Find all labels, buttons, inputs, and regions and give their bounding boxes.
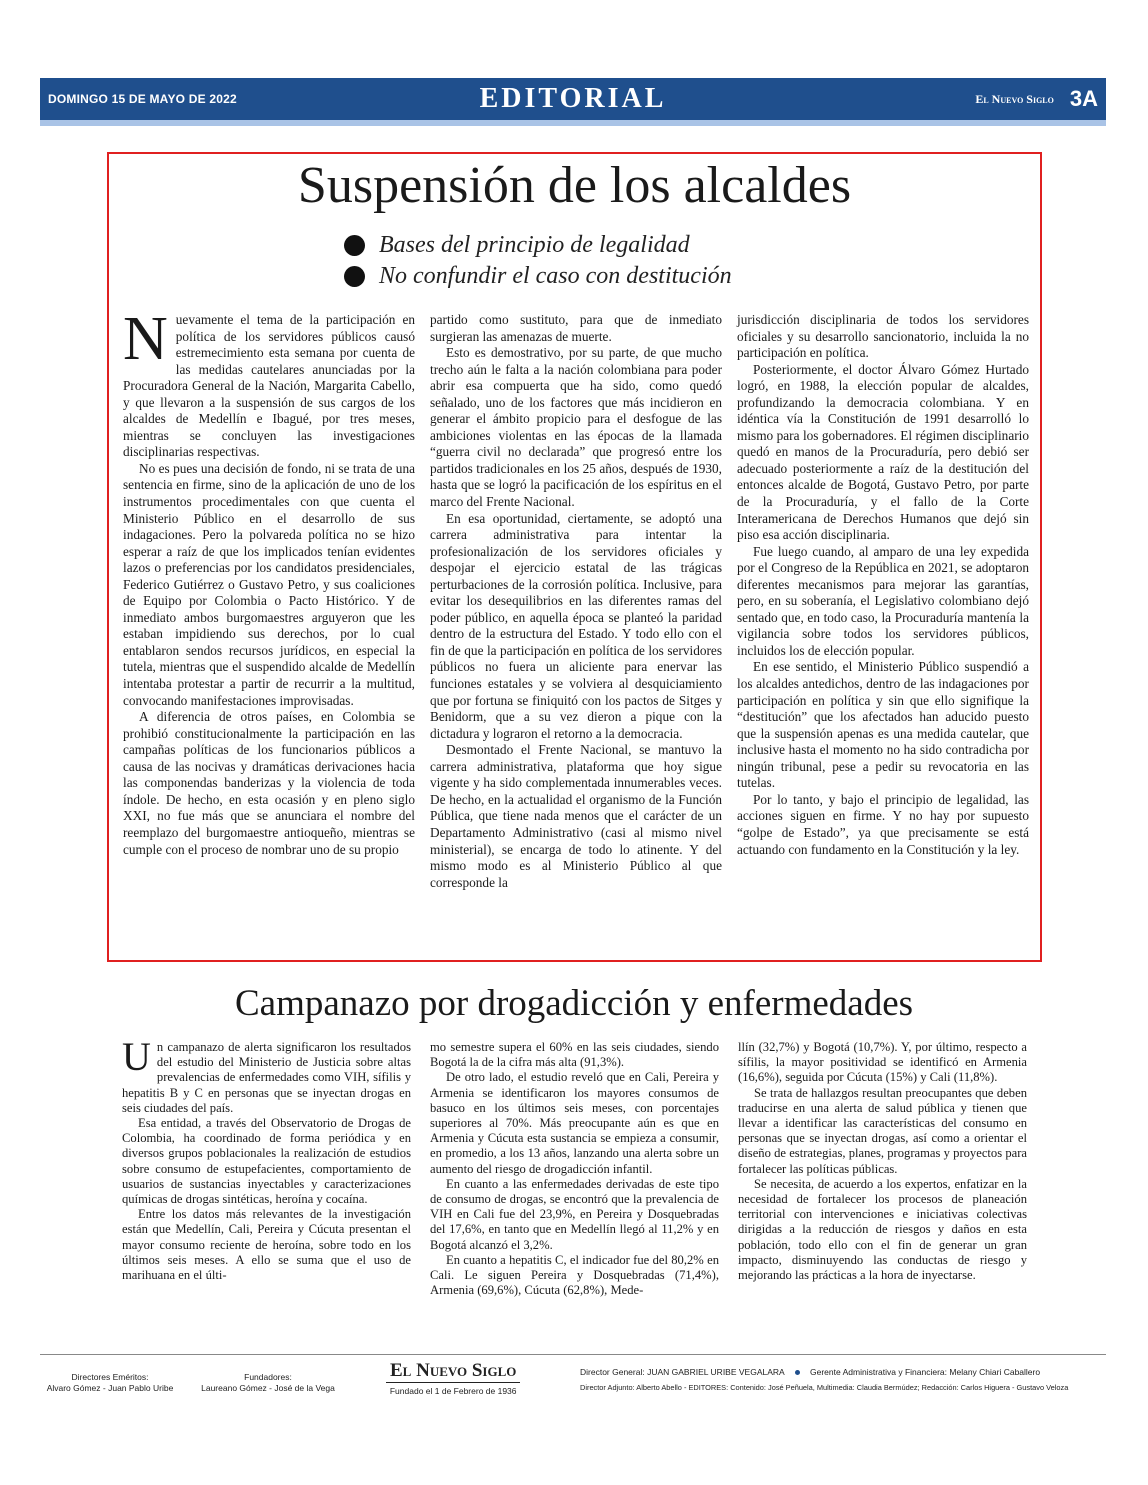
paragraph: No es pues una decisión de fondo, ni se trata de una sentencia en firme, sino de la aplicación de uno de los instrumentos procedimentales con que cuenta el Ministerio Público en el desarrollo de sus indagaciones. Pero la polvareda política no se hizo esperar a raíz de que los implicados tenían evidentes lazos o preferencias por los candidatos presidenciales, Federico Gutiérrez o Gustavo Petro, y sus coaliciones de Equipo por Colombia o Pacto Histórico. Y de inmediato ambos burgomaestres arguyeron que les estaban impidiendo sus derechos, por lo cual entablaron sendos recursos jurídicos, en especial la tutela, mientras que el suspendido alcalde de Medellín intentaba protestar a partir de recurrir a la multitud, convocando manifestaciones improvisadas. bbox=[123, 460, 415, 708]
founded-date: Fundado el 1 de Febrero de 1936 bbox=[389, 1386, 517, 1396]
separator-dot-icon bbox=[795, 1370, 800, 1375]
founders bbox=[198, 1372, 338, 1394]
paragraph: llín (32,7%) y Bogotá (10,7%). Y, por último, respecto a sífilis, la mayor positividad se identificó en Armenia (16,6%), seguida por Cúcuta (15%) y Cali (11,8%). bbox=[738, 1040, 1027, 1085]
paragraph-text: n campanazo de alerta significaron los resultados del estudio del Ministerio de Justicia sobre altas prevalencias de enfermedades como VIH, sífilis y hepatitis B y C en personas que se inyectan drogas en seis ciudades del país. bbox=[122, 1040, 411, 1115]
paragraph: Esto es demostrativo, por su parte, de que mucho trecho aún le falta a la nación colombiana para poder abrir esa compuerta que ha sido, como quedó señalado, uno de los factores que más incidieron en generar el ámbito propicio para el desfogue de las ambiciones violentas en las épocas de la llamada “guerra civil no declarada” que progresó entre los partidos tradicionales en los 25 años, después de 1930, hasta que se logró la pacificación de los espíritus en el marco del Frente Nacional. bbox=[430, 345, 722, 510]
staff-line: Director Adjunto: Alberto Abello - EDITORES: Contenido: José Peñuela, Multimedia: Claudia Bermúdez; Redacción: Carlos Higuera - Gustavo Veloza bbox=[580, 1383, 1069, 1392]
second-column-2 bbox=[430, 1040, 719, 1340]
manager-label: Gerente Administrativa y Financiera: bbox=[810, 1367, 948, 1377]
paragraph bbox=[123, 305, 415, 461]
paragraph: mo semestre supera el 60% en las seis ciudades, siendo Bogotá la de la cifra más alta (91,3%). bbox=[430, 1040, 719, 1070]
staff-credits bbox=[580, 1364, 1068, 1396]
footer-logo: El Nuevo Siglo bbox=[386, 1360, 520, 1383]
paragraph: Se trata de hallazgos resultan preocupantes que deben traducirse en una alerta de salud pública y tienen que llevar a identificar las características del consumo en personas que se inyectan drogas, así como a orientar el diseño de estrategias, planes, programas y proyectos para fortalecer las políticas públicas. bbox=[738, 1085, 1027, 1176]
emeritus-directors bbox=[40, 1372, 180, 1394]
paragraph: Desmontado el Frente Nacional, se mantuvo la carrera administrativa, plataforma que hoy sigue vigente y ha sido complementada innumerables veces. De hecho, en la actualidad el organismo de la Función Pública, que tiene nada menos que el carácter de un Departamento Administrativo (casi al mismo nivel ministerial), se encarga de todo lo atinente. Y del mismo modo es al Ministerio Público al que corresponde la bbox=[430, 742, 722, 890]
second-article-title: Campanazo por drogadicción y enfermedades bbox=[234, 983, 914, 1024]
drop-cap: N bbox=[123, 305, 168, 373]
paragraph: Fue luego cuando, al amparo de una ley expedida por el Congreso de la República en 2021, se adoptaron diferentes mecanismos para mejorar las garantías, pero, en su soberanía, el Legislativo colombiano dejó sentado que, en todo caso, la Procuraduría mantenía la vigilancia sobre todos los servidores públicos, incluidos los de elección popular. bbox=[737, 543, 1029, 658]
page-number: 3A bbox=[1069, 86, 1098, 111]
director-label: Director General: bbox=[580, 1367, 645, 1377]
bullet-icon bbox=[344, 266, 365, 287]
section-title: EDITORIAL bbox=[479, 83, 667, 114]
second-article-columns bbox=[122, 1034, 1028, 1340]
subhead bbox=[344, 230, 732, 261]
paragraph: De otro lado, el estudio reveló que en Cali, Pereira y Armenia se identificaron los mayores consumos de basuco en los últimos seis meses, con porcentajes superiores al 70%. Más preocupante aún es que en Armenia y Cúcuta esta sustancia se empieza a consumir, en promedio, a los 13 años, lanzando una alerta sobre un aumento del riesgo de drogadicción infantil. bbox=[430, 1070, 719, 1176]
emeritus-names: Alvaro Gómez - Juan Pablo Uribe bbox=[46, 1383, 174, 1393]
editorial-article bbox=[107, 152, 1042, 962]
manager-name: Melany Chiari Caballero bbox=[949, 1367, 1041, 1377]
director-name: JUAN GABRIEL URIBE VEGALARA bbox=[647, 1367, 785, 1377]
paragraph: En esa oportunidad, ciertamente, se adoptó una carrera administrativa para intentar la profesionalización de los servidores oficiales y despojar el ejercicio estatal de las trágicas perturbaciones de la corrosión política. Inclusive, para evitar los desequilibrios en las diferentes ramas del poder público, en aquella época se planteó la paridad dentro de la estructura del Estado. Y todo ello con el fin de que la participación en política de los servidores públicos no fuera un aliciente para enervar las funciones estatales y se volviera al desquiciamiento que por fortuna se finiquitó con los pactos de Sitges y Benidorm, que a su vez dieron a pique con la dictadura y lograron el retorno a la democracia. bbox=[430, 510, 722, 741]
founders-names: Laureano Gómez - José de la Vega bbox=[201, 1383, 335, 1393]
footer-logo-block bbox=[386, 1360, 520, 1396]
paragraph: En cuanto a hepatitis C, el indicador fue del 80,2% en Cali. Le siguen Pereira y Dosquebradas (71,4%), Armenia (69,6%), Cúcuta (62,8%), Mede- bbox=[430, 1252, 719, 1298]
second-column-1 bbox=[122, 1034, 411, 1340]
paragraph: partido como sustituto, para que de inmediato surgieran las amenazas de muerte. bbox=[430, 312, 722, 344]
paragraph: jurisdicción disciplinaria de todos los servidores oficiales y su desarrollo sancionatorio, incluida la no participación en política. bbox=[737, 312, 1029, 361]
paragraph: En ese sentido, el Ministerio Público suspendió a los alcaldes antedichos, dentro de las indagaciones por participación en política y sin que ello signifique la “destitución” que los afectados han aducido puesto que la suspensión apenas es una medida cautelar, que inclusive hasta el momento no ha sido contradicha por ningún tribunal, pese a pedir su revocatoria en las tutelas. bbox=[737, 659, 1029, 791]
paragraph: A diferencia de otros países, en Colombia se prohibió constitucionalmente la participación en las campañas políticas de los funcionarios públicos a causa de las nocivas y dramáticas derivaciones hacia las componendas banderizas y la violencia de toda índole. De hecho, en esta ocasión y en pleno siglo XXI, no fue más que se anunciara el nombre del reemplazo del burgomaestre antioqueño, mientras se cumple con el proceso de nombrar uno de su propio bbox=[123, 709, 415, 857]
emeritus-label: Directores Eméritos: bbox=[71, 1372, 149, 1382]
drop-cap: U bbox=[122, 1034, 151, 1079]
section-masthead bbox=[40, 78, 1106, 126]
editorial-column-3 bbox=[737, 312, 1029, 952]
editorial-columns bbox=[123, 305, 1029, 952]
footer-divider bbox=[40, 1354, 1106, 1355]
second-column-3 bbox=[738, 1040, 1027, 1340]
paragraph-text: uevamente el tema de la participación en política de los servidores públicos causó estremecimiento esta semana por cuenta de las medidas cautelares anunciadas por la Procuradora General de la Nación, Margarita Cabello, y que llevaron a la suspensión de sus cargos de los alcaldes de Medellín e Ibagué, por tres meses, mientras se concluyen las investigaciones disciplinarias respectivas. bbox=[123, 312, 415, 460]
paragraph: Entre los datos más relevantes de la investigación están que Medellín, Cali, Pereira y Cúcuta presentan el mayor consumo reciente de heroína, sobre todo en los últimos seis meses. A ello se suma que el uso de marihuana en el últi- bbox=[122, 1207, 411, 1283]
editorial-column-1 bbox=[123, 305, 415, 952]
subhead-text: No confundir el caso con destitución bbox=[379, 263, 732, 289]
founders-label: Fundadores: bbox=[244, 1372, 292, 1382]
paragraph: Esa entidad, a través del Observatorio de Drogas de Colombia, ha coordinado de forma periódica y en diversos grupos poblacionales la realización de estudios sobre consumo de estupefacientes, comportamiento de usuarios de sustancias inyectables y caracterizaciones químicas de drogas sintéticas, heroína y cocaína. bbox=[122, 1116, 411, 1207]
paragraph: En cuanto a las enfermedades derivadas de este tipo de consumo de drogas, se encontró que la prevalencia de VIH en Cali fue del 23,9%, en Pereira y Dosquebradas del 17,6%, en tanto que en Medellín llegó al 11,2% y en Bogotá alcanzó el 3,2%. bbox=[430, 1176, 719, 1252]
editorial-title: Suspensión de los alcaldes bbox=[297, 157, 852, 214]
paragraph: Por lo tanto, y bajo el principio de legalidad, las acciones siguen en firme. Y no hay por supuesto “golpe de Estado”, ya que precisamente se está actuando con fundamento en la Constitución y la ley. bbox=[737, 791, 1029, 857]
issue-date: DOMINGO 15 DE MAYO DE 2022 bbox=[48, 92, 237, 106]
editorial-subheads bbox=[344, 230, 732, 292]
staff-footer bbox=[40, 1360, 1106, 1410]
masthead-right bbox=[798, 86, 1098, 112]
paragraph bbox=[122, 1034, 411, 1116]
subhead-text: Bases del principio de legalidad bbox=[379, 232, 690, 258]
editorial-column-2 bbox=[430, 312, 722, 952]
paragraph: Posteriormente, el doctor Álvaro Gómez Hurtado logró, en 1988, la elección popular de alcaldes, profundizando la democracia colombiana. Y en idéntica vía la Constitución de 1991 desarrolló lo mismo para los gobernadores. El régimen disciplinario quedó en manos de la Procuraduría, pero debió ser adecuado posteriormente a raíz de la destitución del entonces alcalde de Bogotá, Gustavo Petro, por parte de la Procuraduría, y el fallo de la Corte Interamericana de Derechos Humanos que dejó sin piso esa acción disciplinaria. bbox=[737, 361, 1029, 543]
subhead bbox=[344, 261, 732, 292]
paragraph: Se necesita, de acuerdo a los expertos, enfatizar en la necesidad de fortalecer los procesos de planeación territorial con intervenciones e iniciativas colectivas dirigidas a la reducción de riesgos y daños en esta población, todo ello con el fin de generar un gran impacto, disminuyendo las conductas de riesgo y mejorando las prácticas a la hora de inyectarse. bbox=[738, 1176, 1027, 1283]
paper-name: El Nuevo Siglo bbox=[975, 91, 1054, 106]
director-line bbox=[580, 1364, 1068, 1380]
bullet-icon bbox=[344, 235, 365, 256]
